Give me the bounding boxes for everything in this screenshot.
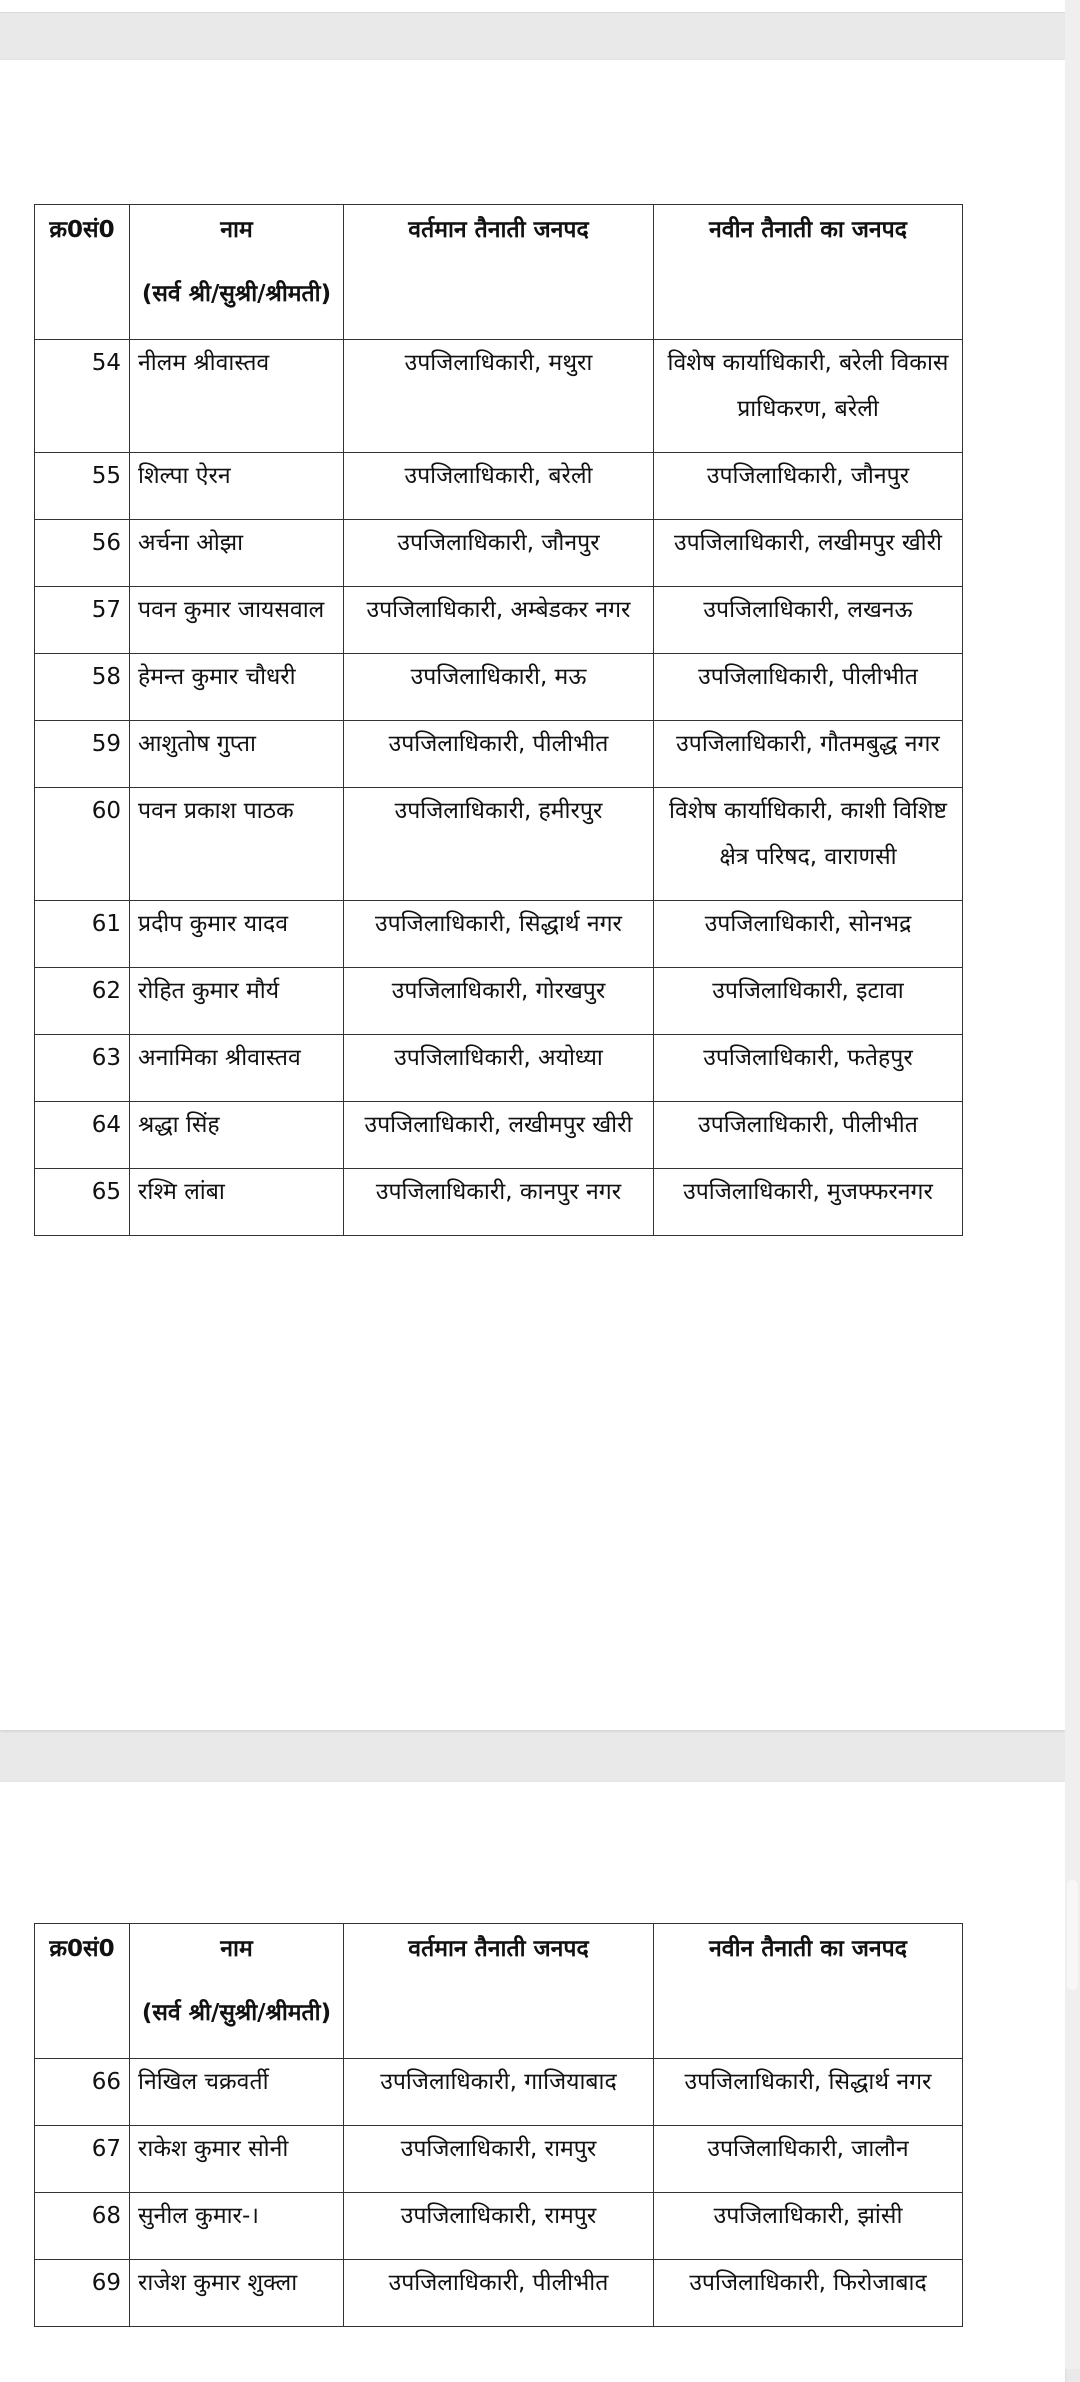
table-row bbox=[35, 901, 963, 968]
table-row bbox=[35, 721, 963, 788]
header-new-posting: नवीन तैनाती का जनपद bbox=[654, 205, 963, 340]
officer-name-cell: राजेश कुमार शुक्ला bbox=[130, 2260, 344, 2327]
new-posting-cell: उपजिलाधिकारी, पीलीभीत bbox=[654, 1102, 963, 1169]
table-row bbox=[35, 453, 963, 520]
current-posting-cell: उपजिलाधिकारी, अम्बेडकर नगर bbox=[344, 587, 654, 654]
serial-number-cell: 68 bbox=[35, 2193, 130, 2260]
officer-name-cell: पवन प्रकाश पाठक bbox=[130, 788, 344, 901]
new-posting-cell: उपजिलाधिकारी, लखीमपुर खीरी bbox=[654, 520, 963, 587]
new-posting-cell: उपजिलाधिकारी, जालौन bbox=[654, 2126, 963, 2193]
table-row bbox=[35, 2126, 963, 2193]
current-posting-cell: उपजिलाधिकारी, सिद्धार्थ नगर bbox=[344, 901, 654, 968]
new-posting-cell: उपजिलाधिकारी, सिद्धार्थ नगर bbox=[654, 2059, 963, 2126]
header-name bbox=[130, 205, 344, 340]
new-posting-cell: उपजिलाधिकारी, सोनभद्र bbox=[654, 901, 963, 968]
table-row bbox=[35, 1102, 963, 1169]
current-posting-cell: उपजिलाधिकारी, पीलीभीत bbox=[344, 2260, 654, 2327]
table-row bbox=[35, 520, 963, 587]
table-row bbox=[35, 1035, 963, 1102]
officer-name-cell: पवन कुमार जायसवाल bbox=[130, 587, 344, 654]
new-posting-cell: विशेष कार्याधिकारी, काशी विशिष्ट क्षेत्र परिषद, वाराणसी bbox=[654, 788, 963, 901]
table-row bbox=[35, 340, 963, 453]
current-posting-cell: उपजिलाधिकारी, मथुरा bbox=[344, 340, 654, 453]
current-posting-cell: उपजिलाधिकारी, मऊ bbox=[344, 654, 654, 721]
serial-number-cell: 59 bbox=[35, 721, 130, 788]
header-current-posting: वर्तमान तैनाती जनपद bbox=[344, 205, 654, 340]
new-posting-cell: उपजिलाधिकारी, जौनपुर bbox=[654, 453, 963, 520]
officer-name-cell: सुनील कुमार-। bbox=[130, 2193, 344, 2260]
current-posting-cell: उपजिलाधिकारी, जौनपुर bbox=[344, 520, 654, 587]
table-header-row bbox=[35, 205, 963, 340]
officer-name-cell: आशुतोष गुप्ता bbox=[130, 721, 344, 788]
table-row bbox=[35, 1169, 963, 1236]
header-serial: क्र0सं0 bbox=[35, 1924, 130, 2059]
officer-name-cell: हेमन्त कुमार चौधरी bbox=[130, 654, 344, 721]
officer-name-cell: अर्चना ओझा bbox=[130, 520, 344, 587]
current-posting-cell: उपजिलाधिकारी, कानपुर नगर bbox=[344, 1169, 654, 1236]
header-serial: क्र0सं0 bbox=[35, 205, 130, 340]
serial-number-cell: 65 bbox=[35, 1169, 130, 1236]
table-row bbox=[35, 2193, 963, 2260]
table-row bbox=[35, 968, 963, 1035]
new-posting-cell: उपजिलाधिकारी, मुजफ्फरनगर bbox=[654, 1169, 963, 1236]
transfer-table-page-2 bbox=[34, 1923, 963, 2327]
header-name bbox=[130, 1924, 344, 2059]
table-header-row bbox=[35, 1924, 963, 2059]
serial-number-cell: 56 bbox=[35, 520, 130, 587]
header-new-posting: नवीन तैनाती का जनपद bbox=[654, 1924, 963, 2059]
serial-number-cell: 69 bbox=[35, 2260, 130, 2327]
serial-number-cell: 62 bbox=[35, 968, 130, 1035]
current-posting-cell: उपजिलाधिकारी, हमीरपुर bbox=[344, 788, 654, 901]
officer-name-cell: अनामिका श्रीवास्तव bbox=[130, 1035, 344, 1102]
header-name-label: नाम bbox=[220, 217, 253, 243]
current-posting-cell: उपजिलाधिकारी, पीलीभीत bbox=[344, 721, 654, 788]
previous-page-edge bbox=[0, 0, 1065, 13]
serial-number-cell: 54 bbox=[35, 340, 130, 453]
document-page-1 bbox=[0, 60, 1065, 1730]
scrollbar-track[interactable] bbox=[1065, 0, 1080, 2369]
current-posting-cell: उपजिलाधिकारी, बरेली bbox=[344, 453, 654, 520]
current-posting-cell: उपजिलाधिकारी, गोरखपुर bbox=[344, 968, 654, 1035]
current-posting-cell: उपजिलाधिकारी, गाजियाबाद bbox=[344, 2059, 654, 2126]
current-posting-cell: उपजिलाधिकारी, रामपुर bbox=[344, 2126, 654, 2193]
table-body-page-1 bbox=[35, 340, 963, 1236]
officer-name-cell: श्रद्धा सिंह bbox=[130, 1102, 344, 1169]
current-posting-cell: उपजिलाधिकारी, लखीमपुर खीरी bbox=[344, 1102, 654, 1169]
table-row bbox=[35, 587, 963, 654]
header-name-sub: (सर्व श्री/सुश्री/श्रीमती) bbox=[141, 281, 332, 307]
current-posting-cell: उपजिलाधिकारी, रामपुर bbox=[344, 2193, 654, 2260]
header-name-sub: (सर्व श्री/सुश्री/श्रीमती) bbox=[141, 2000, 332, 2026]
table-body-page-2 bbox=[35, 2059, 963, 2327]
officer-name-cell: शिल्पा ऐरन bbox=[130, 453, 344, 520]
serial-number-cell: 66 bbox=[35, 2059, 130, 2126]
serial-number-cell: 61 bbox=[35, 901, 130, 968]
serial-number-cell: 63 bbox=[35, 1035, 130, 1102]
officer-name-cell: निखिल चक्रवर्ती bbox=[130, 2059, 344, 2126]
serial-number-cell: 58 bbox=[35, 654, 130, 721]
serial-number-cell: 64 bbox=[35, 1102, 130, 1169]
table-row bbox=[35, 2059, 963, 2126]
new-posting-cell: उपजिलाधिकारी, पीलीभीत bbox=[654, 654, 963, 721]
new-posting-cell: उपजिलाधिकारी, लखनऊ bbox=[654, 587, 963, 654]
new-posting-cell: विशेष कार्याधिकारी, बरेली विकास प्राधिकरण, बरेली bbox=[654, 340, 963, 453]
scrollbar-thumb[interactable] bbox=[1067, 1880, 1078, 1990]
officer-name-cell: रश्मि लांबा bbox=[130, 1169, 344, 1236]
new-posting-cell: उपजिलाधिकारी, इटावा bbox=[654, 968, 963, 1035]
serial-number-cell: 60 bbox=[35, 788, 130, 901]
serial-number-cell: 67 bbox=[35, 2126, 130, 2193]
officer-name-cell: प्रदीप कुमार यादव bbox=[130, 901, 344, 968]
serial-number-cell: 57 bbox=[35, 587, 130, 654]
document-page-2 bbox=[0, 1782, 1065, 2382]
new-posting-cell: उपजिलाधिकारी, झांसी bbox=[654, 2193, 963, 2260]
header-name-label: नाम bbox=[220, 1936, 253, 1962]
officer-name-cell: नीलम श्रीवास्तव bbox=[130, 340, 344, 453]
new-posting-cell: उपजिलाधिकारी, गौतमबुद्ध नगर bbox=[654, 721, 963, 788]
table-row bbox=[35, 788, 963, 901]
header-current-posting: वर्तमान तैनाती जनपद bbox=[344, 1924, 654, 2059]
table-row bbox=[35, 654, 963, 721]
serial-number-cell: 55 bbox=[35, 453, 130, 520]
table-row bbox=[35, 2260, 963, 2327]
new-posting-cell: उपजिलाधिकारी, फतेहपुर bbox=[654, 1035, 963, 1102]
officer-name-cell: रोहित कुमार मौर्य bbox=[130, 968, 344, 1035]
new-posting-cell: उपजिलाधिकारी, फिरोजाबाद bbox=[654, 2260, 963, 2327]
officer-name-cell: राकेश कुमार सोनी bbox=[130, 2126, 344, 2193]
transfer-table-page-1 bbox=[34, 204, 963, 1236]
current-posting-cell: उपजिलाधिकारी, अयोध्या bbox=[344, 1035, 654, 1102]
